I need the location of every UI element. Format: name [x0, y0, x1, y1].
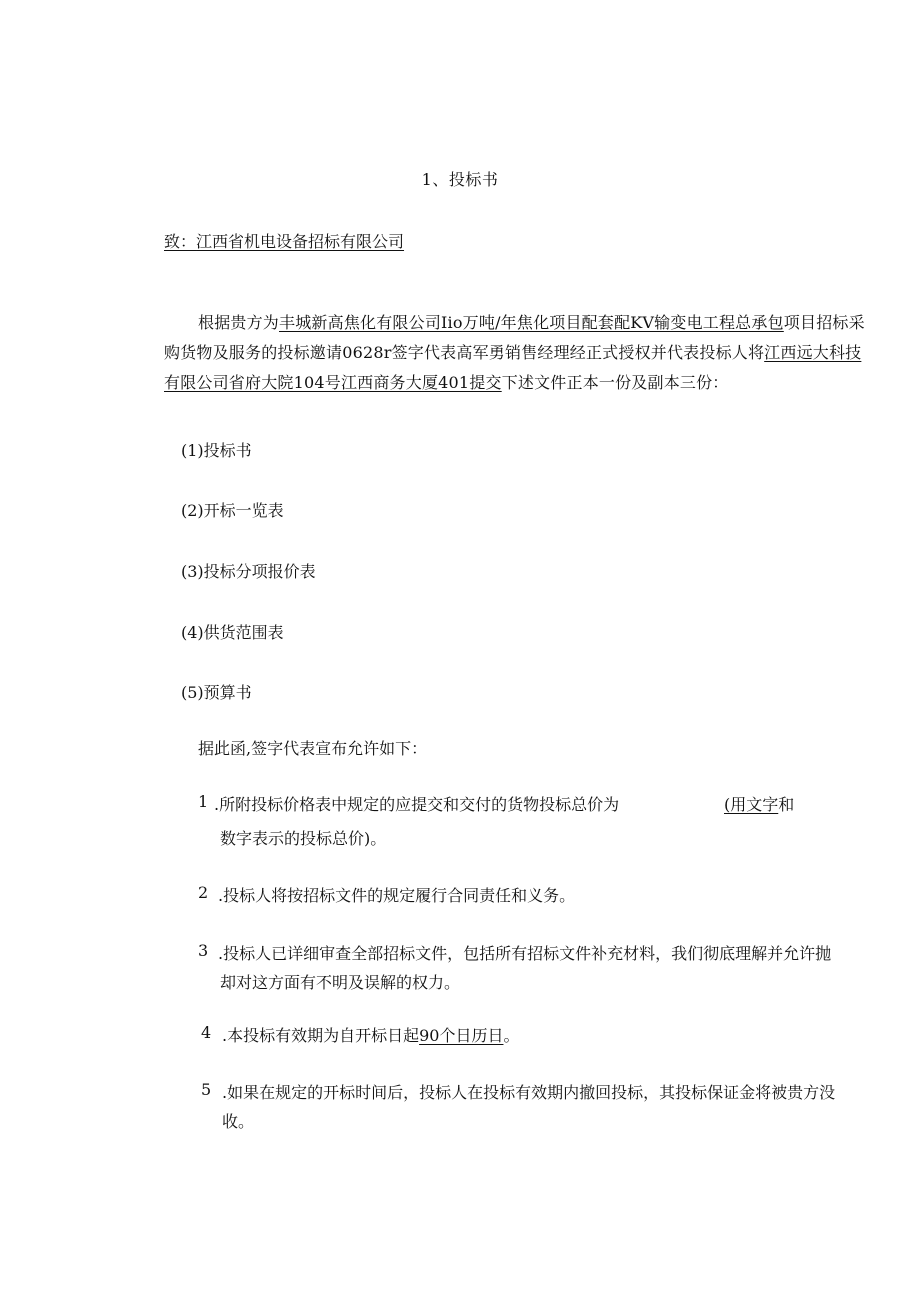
clause-text-continued: 却对这方面有不明及误解的权力。 — [220, 973, 461, 992]
addressee-line — [164, 229, 404, 252]
clause-number: 4 — [201, 1023, 212, 1042]
clause-text-a: .本投标有效期为自开标日起 — [222, 1026, 420, 1045]
document-title: 1、投标书 — [421, 170, 499, 189]
clause-text-continued: 收。 — [222, 1112, 255, 1131]
addressee-company: 江西省机电设备招标有限公司 — [196, 232, 405, 251]
clause-text-continued: 数字表示的投标总价)。 — [220, 829, 387, 848]
clause-number: 1 — [198, 792, 209, 811]
para-text-1: 根据贵方为 — [198, 313, 280, 332]
addressee-prefix: 致： — [164, 232, 197, 251]
intro-paragraph — [164, 308, 876, 398]
list-item: (3)投标分项报价表 — [181, 562, 316, 581]
bidder-address: 江西远大科技有限公司省府大院104号江西商务大厦401提交 — [164, 343, 862, 392]
list-item: (4)供货范围表 — [181, 623, 284, 642]
declaration-intro: 据此函,签字代表宣布允许如下： — [198, 739, 428, 758]
list-item: (1)投标书 — [181, 441, 252, 460]
clause-text-line2 — [724, 792, 794, 815]
clause-number: 5 — [201, 1080, 212, 1099]
list-item: (2)开标一览表 — [181, 501, 284, 520]
para-text-2: 项目招标采购货物及服务的投标邀请0628r签字代表高军勇销售经理经正式授权并代表投标人将 — [164, 313, 865, 362]
clause-number: 3 — [198, 941, 209, 960]
validity-period: 90个日历日 — [419, 1026, 504, 1045]
clause-text: .投标人已详细审查全部招标文件，包括所有招标文件补充材料，我们彻底理解并允许抛 — [218, 944, 832, 963]
clause-number: 2 — [198, 883, 209, 902]
clause-text-c: 。 — [503, 1026, 520, 1045]
clause-underlined: (用文字 — [724, 795, 779, 814]
clause-text: .投标人将按招标文件的规定履行合同责任和义务。 — [218, 886, 576, 905]
clause-text: .如果在规定的开标时间后，投标人在投标有效期内撤回投标，其投标保证金将被贵方没 — [222, 1083, 836, 1102]
clause-text: .所附投标价格表中规定的应提交和交付的货物投标总价为 — [214, 795, 620, 814]
project-name: 丰城新高焦化有限公司Iio万吨/年焦化项目配套配KV输变电工程总承包 — [279, 313, 784, 332]
clause-text — [222, 1023, 519, 1046]
list-item: (5)预算书 — [181, 683, 252, 702]
para-text-3: 下述文件正本一份及副本三份： — [501, 373, 729, 392]
clause-text-tail: 和 — [778, 795, 795, 814]
